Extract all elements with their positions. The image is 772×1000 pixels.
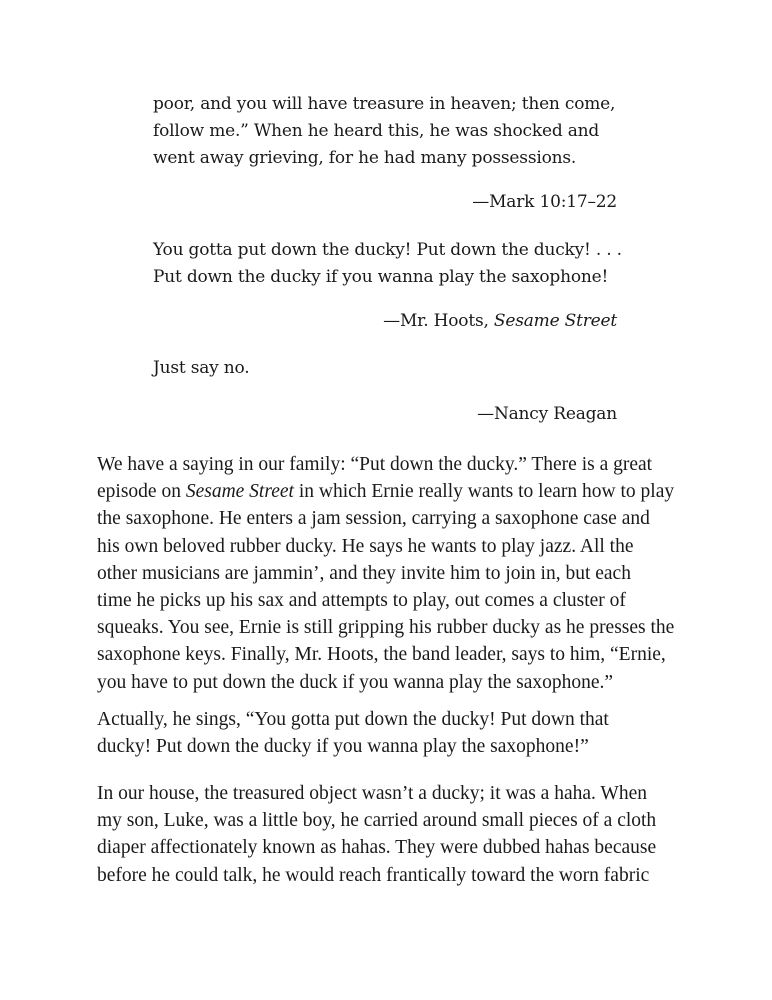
paragraph-line: my son, Luke, was a little boy, he carried around small pieces of a cloth <box>97 810 657 832</box>
paragraph-line: squeaks. You see, Ernie is still gripping his rubber ducky as he presses the <box>97 617 675 639</box>
text-run: episode on <box>97 481 186 503</box>
body-paragraph-3 <box>97 780 677 889</box>
text-run: in which Ernie really wants to learn how to play <box>293 481 675 503</box>
paragraph-line: In our house, the treasured object wasn’t a ducky; it was a haha. When <box>97 783 647 804</box>
paragraph-line: We have a saying in our family: “Put down the ducky.” There is a great <box>97 454 653 475</box>
epigraph-quote-mark <box>153 91 633 172</box>
paragraph-line: other musicians are jammin’, and they invite him to join in, but each <box>97 562 631 584</box>
paragraph-line: ducky! Put down the ducky if you wanna play the saxophone!” <box>97 736 589 758</box>
attribution-source-title: Sesame Street <box>493 311 617 331</box>
epigraph-attribution-sesame <box>383 308 617 335</box>
epigraph-quote-sesame <box>153 237 633 291</box>
paragraph-line: before he could talk, he would reach frantically toward the worn fabric <box>97 864 650 886</box>
epigraph-line: poor, and you will have treasure in heaven; then come, <box>153 94 616 114</box>
attribution-prefix: —Mr. Hoots, <box>383 311 494 331</box>
show-title-italic: Sesame Street <box>185 481 294 503</box>
paragraph-line <box>97 478 677 505</box>
body-paragraph-2 <box>97 706 677 760</box>
paragraph-line: diaper affectionately known as hahas. They were dubbed hahas because <box>97 837 657 859</box>
epigraph-line: You gotta put down the ducky! Put down the ducky! . . . <box>153 240 622 260</box>
epigraph-line: went away grieving, for he had many possessions. <box>153 148 577 168</box>
paragraph-line: the saxophone. He enters a jam session, carrying a saxophone case and <box>97 508 650 530</box>
epigraph-line: follow me.” When he heard this, he was shocked and <box>153 121 600 141</box>
paragraph-line: time he picks up his sax and attempts to play, out comes a cluster of <box>97 590 626 612</box>
epigraph-quote-reagan <box>153 355 633 382</box>
paragraph-line: his own beloved rubber ducky. He says he wants to play jazz. All the <box>97 535 634 557</box>
epigraph-line: Put down the ducky if you wanna play the saxophone! <box>153 267 609 287</box>
body-paragraph-1 <box>97 451 677 696</box>
epigraph-attribution-reagan: —Nancy Reagan <box>477 404 617 424</box>
paragraph-line: you have to put down the duck if you wanna play the saxophone.” <box>97 671 614 693</box>
paragraph-line: saxophone keys. Finally, Mr. Hoots, the band leader, says to him, “Ernie, <box>97 644 666 666</box>
epigraph-line: Just say no. <box>153 358 250 378</box>
epigraph-attribution-mark: —Mark 10:17–22 <box>472 192 617 212</box>
paragraph-line: Actually, he sings, “You gotta put down the ducky! Put down that <box>97 709 609 730</box>
